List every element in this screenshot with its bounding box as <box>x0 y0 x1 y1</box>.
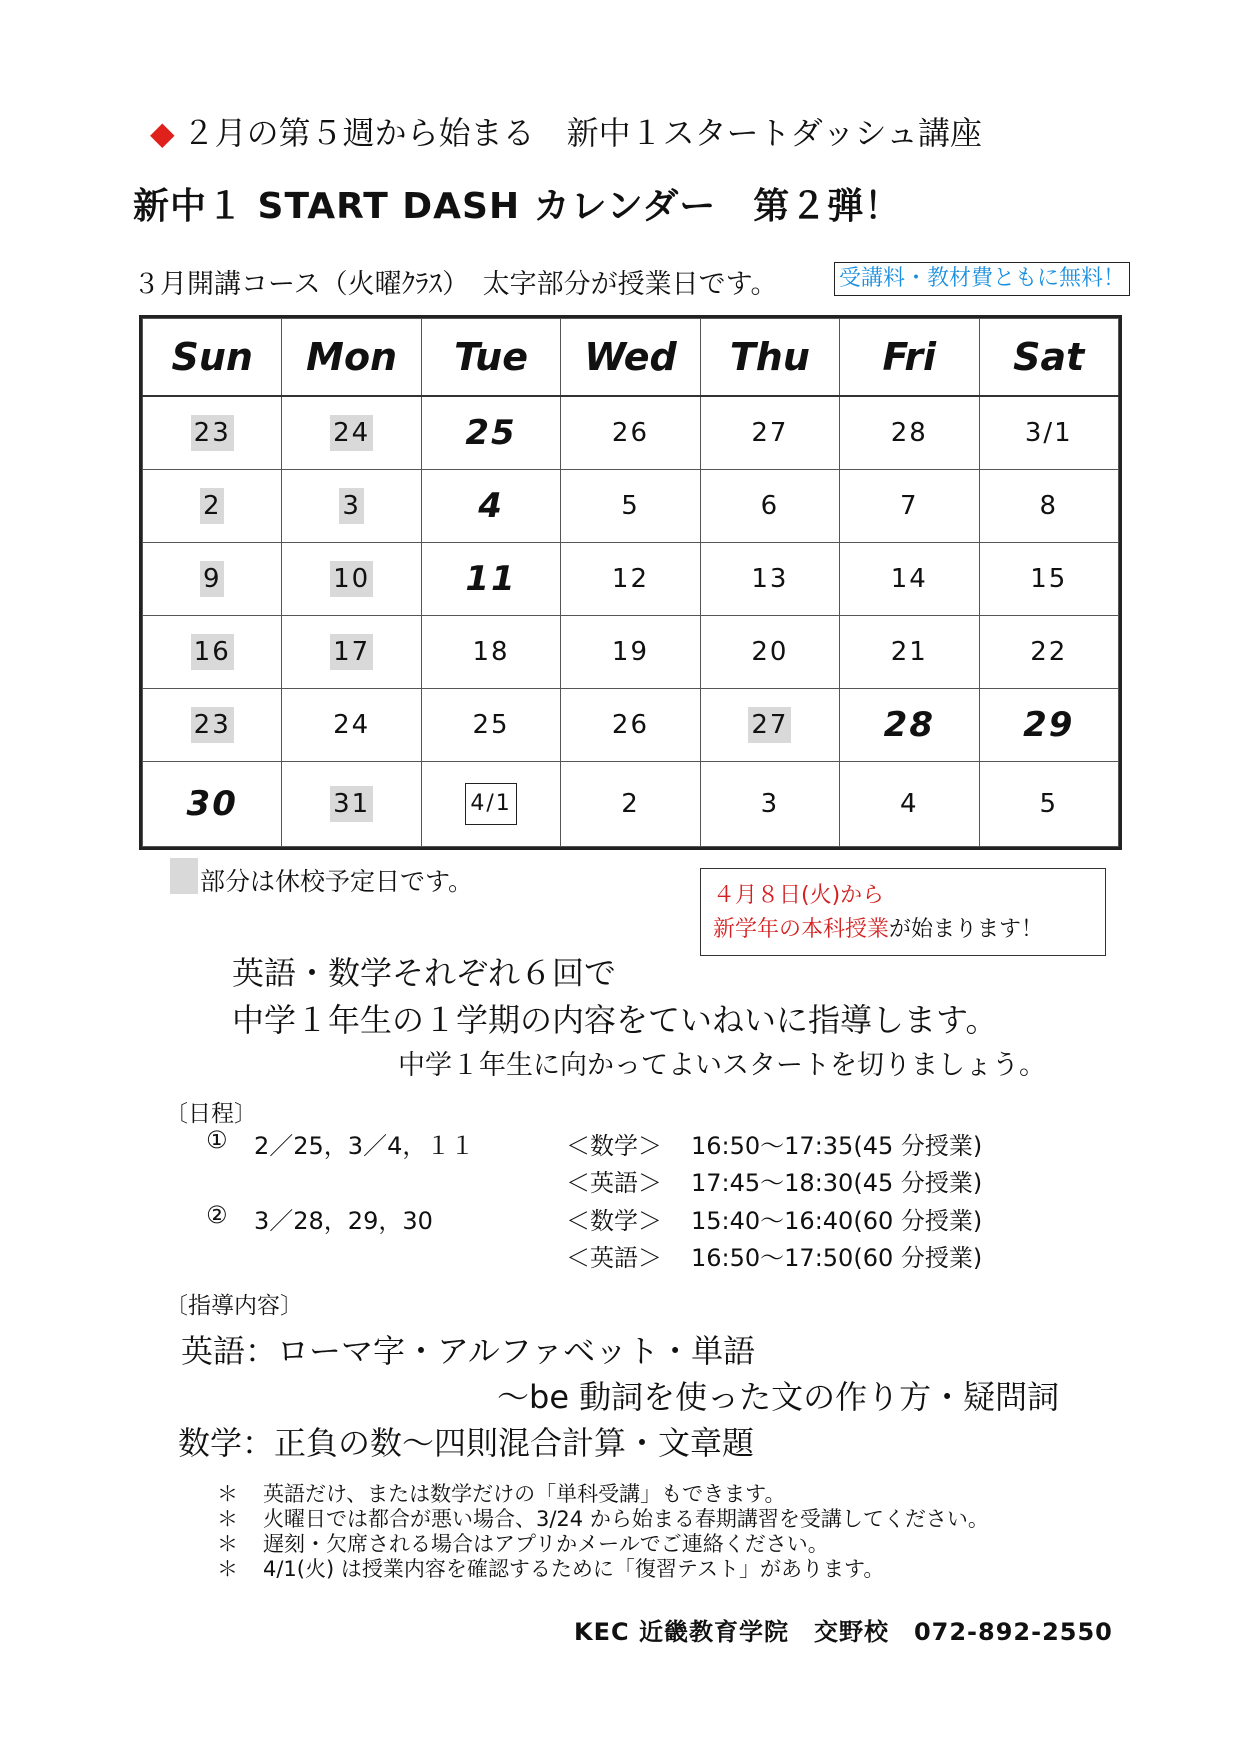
notice-line2-red: 新学年の本科授業 <box>713 917 890 942</box>
note-text: 4/1(火) は授業内容を確認するために「復習テスト」があります。 <box>263 1557 885 1581</box>
holiday-day: 2 <box>200 488 225 524</box>
calendar-day: 25 <box>472 710 510 741</box>
holiday-day: 23 <box>191 415 234 451</box>
weekday-mon: Mon <box>282 319 421 397</box>
calendar-week-row <box>143 762 1119 847</box>
calendar-cell <box>840 616 979 689</box>
calendar-cell <box>421 762 560 847</box>
calendar-cell <box>561 396 700 470</box>
schedule-time: 15:40～16:40(60 分授業) <box>691 1207 983 1235</box>
notice-line2 <box>713 913 1093 947</box>
calendar-cell <box>561 616 700 689</box>
calendar-week-row <box>143 396 1119 470</box>
lead-line: 中学１年生の１学期の内容をていねいに指導します。 <box>232 1001 998 1039</box>
content-english: 英語：ローマ字・アルファベット・単語 <box>181 1332 756 1370</box>
calendar-cell <box>840 470 979 543</box>
holiday-legend-text: 部分は休校予定日です。 <box>200 867 474 896</box>
holiday-day: 24 <box>330 415 373 451</box>
schedule-row <box>206 1238 1106 1270</box>
calendar-cell <box>561 689 700 762</box>
calendar-day: 5 <box>621 491 640 522</box>
free-badge: 受講料・教材費ともに無料！ <box>834 262 1130 296</box>
calendar-day: 5 <box>1039 789 1059 820</box>
calendar-day: 4 <box>900 789 919 820</box>
calendar-day: 12 <box>611 564 650 595</box>
content-english-cont: ～be 動詞を使った文の作り方・疑問詞 <box>497 1378 1060 1416</box>
calendar-day: 3 <box>760 789 780 820</box>
calendar-cell <box>700 762 839 847</box>
lead-line: 中学１年生に向かってよいスタートを切りましょう。 <box>398 1050 1046 1081</box>
calendar-day: 24 <box>333 710 371 741</box>
lesson-day: 25 <box>465 413 517 454</box>
calendar-cell <box>840 689 979 762</box>
schedule-time: 17:45～18:30(45 分授業) <box>691 1169 983 1197</box>
holiday-day: 27 <box>748 707 791 743</box>
course-description: ３月開講コース（火曜ｸﾗｽ） 太字部分が授業日です。 <box>133 269 778 300</box>
holiday-legend-swatch <box>170 858 198 894</box>
calendar-cell <box>979 470 1118 543</box>
calendar-day: 8 <box>1039 491 1059 522</box>
calendar-cell <box>143 396 282 470</box>
note-item <box>217 1553 884 1583</box>
weekday-sat: Sat <box>979 319 1118 397</box>
holiday-day: 9 <box>200 561 225 597</box>
calendar-day: 26 <box>611 710 650 741</box>
schedule-dates: 2／25，3／4，１１ <box>254 1132 475 1160</box>
weekday-fri: Fri <box>840 319 979 397</box>
calendar-day: 6 <box>760 491 780 522</box>
page-title: 新中１ START DASH カレンダー 第２弾！ <box>133 186 902 227</box>
holiday-day: 16 <box>191 634 234 670</box>
calendar-day: 4/1 <box>465 783 516 825</box>
calendar-cell <box>979 762 1118 847</box>
asterisk-icon: ＊ <box>217 1482 238 1506</box>
calendar-cell <box>421 396 560 470</box>
calendar-cell <box>282 543 421 616</box>
calendar-day: 22 <box>1030 637 1068 668</box>
calendar-cell <box>143 616 282 689</box>
footer-contact: KEC 近畿教育学院 交野校 072-892-2550 <box>574 1618 1113 1646</box>
holiday-day: 31 <box>330 786 373 822</box>
calendar-cell <box>979 689 1118 762</box>
calendar-cell <box>421 543 560 616</box>
schedule-dates: 3／28，29，30 <box>254 1207 433 1235</box>
calendar-cell <box>282 470 421 543</box>
calendar-day: 18 <box>472 637 510 668</box>
calendar-cell <box>421 470 560 543</box>
calendar-day: 2 <box>621 789 640 820</box>
calendar-cell <box>979 616 1118 689</box>
calendar <box>139 315 1122 850</box>
calendar-cell <box>143 689 282 762</box>
calendar-day: 21 <box>890 637 928 668</box>
weekday-header-row <box>143 319 1119 397</box>
weekday-thu: Thu <box>700 319 839 397</box>
schedule-time: 16:50～17:50(60 分授業) <box>691 1244 983 1272</box>
calendar-week-row <box>143 616 1119 689</box>
calendar-cell <box>700 616 839 689</box>
calendar-day: 14 <box>890 564 928 595</box>
note-text: 遅刻・欠席される場合はアプリかメールでご連絡ください。 <box>263 1532 829 1556</box>
schedule-time: 16:50～17:35(45 分授業) <box>691 1132 983 1160</box>
calendar-day: 13 <box>751 564 789 595</box>
calendar-cell <box>282 616 421 689</box>
calendar-cell <box>700 543 839 616</box>
calendar-cell <box>282 762 421 847</box>
calendar-day: 19 <box>611 637 650 668</box>
calendar-cell <box>421 616 560 689</box>
calendar-cell <box>421 689 560 762</box>
asterisk-icon: ＊ <box>217 1507 238 1531</box>
schedule-num: ① <box>206 1126 228 1154</box>
calendar-week-row <box>143 470 1119 543</box>
calendar-cell <box>143 470 282 543</box>
calendar-cell <box>840 543 979 616</box>
notice-line2-rest: が始まります！ <box>889 917 1044 942</box>
calendar-cell <box>840 396 979 470</box>
schedule-subject: ＜英語＞ <box>566 1244 662 1272</box>
note-text: 火曜日では都合が悪い場合、3/24 から始まる春期講習を受講してください。 <box>263 1507 989 1531</box>
calendar-cell <box>282 396 421 470</box>
schedule-label: 〔日程〕 <box>165 1101 257 1127</box>
content-label: 〔指導内容〕 <box>165 1293 303 1319</box>
calendar-cell <box>561 470 700 543</box>
calendar-table <box>142 318 1119 847</box>
calendar-cell <box>143 543 282 616</box>
schedule-subject: ＜数学＞ <box>566 1207 662 1235</box>
calendar-day: 3/1 <box>1024 418 1073 449</box>
page-heading <box>150 108 982 154</box>
calendar-day: 27 <box>751 418 789 449</box>
note-text: 英語だけ、または数学だけの「単科受講」もできます。 <box>263 1482 786 1506</box>
lesson-day: 11 <box>465 559 517 600</box>
lesson-day: 30 <box>186 784 238 825</box>
schedule-row <box>206 1201 1106 1233</box>
notice-box <box>700 868 1106 956</box>
calendar-cell <box>143 762 282 847</box>
content-math: 数学：正負の数～四則混合計算・文章題 <box>178 1424 755 1462</box>
holiday-day: 17 <box>330 634 373 670</box>
weekday-sun: Sun <box>143 319 282 397</box>
calendar-day: 26 <box>611 418 650 449</box>
holiday-day: 10 <box>330 561 373 597</box>
calendar-day: 20 <box>751 637 789 668</box>
schedule-row <box>206 1126 1106 1158</box>
calendar-cell <box>561 543 700 616</box>
calendar-body <box>143 396 1119 847</box>
holiday-day: 3 <box>339 488 364 524</box>
calendar-cell <box>979 396 1118 470</box>
holiday-day: 23 <box>191 707 234 743</box>
schedule-row <box>206 1163 1106 1195</box>
lesson-day: 4 <box>478 486 504 527</box>
calendar-cell <box>979 543 1118 616</box>
calendar-day: 28 <box>890 418 928 449</box>
schedule-subject: ＜英語＞ <box>566 1169 662 1197</box>
calendar-cell <box>282 689 421 762</box>
calendar-cell <box>700 689 839 762</box>
calendar-day: 15 <box>1030 564 1068 595</box>
calendar-cell <box>561 762 700 847</box>
schedule-num: ② <box>206 1201 228 1229</box>
diamond-icon: ◆ <box>150 114 175 152</box>
heading-text: ２月の第５週から始まる 新中１スタートダッシュ講座 <box>182 114 982 152</box>
schedule-subject: ＜数学＞ <box>566 1132 662 1160</box>
calendar-week-row <box>143 689 1119 762</box>
asterisk-icon: ＊ <box>217 1532 238 1556</box>
lesson-day: 29 <box>1023 705 1075 746</box>
notice-line1: ４月８日(火)から <box>713 883 885 908</box>
weekday-wed: Wed <box>561 319 700 397</box>
lead-line: 英語・数学それぞれ６回で <box>232 954 617 992</box>
calendar-cell <box>840 762 979 847</box>
calendar-cell <box>700 470 839 543</box>
calendar-day: 7 <box>900 491 919 522</box>
asterisk-icon: ＊ <box>217 1557 238 1581</box>
lesson-day: 28 <box>883 705 935 746</box>
weekday-tue: Tue <box>421 319 560 397</box>
calendar-cell <box>700 396 839 470</box>
calendar-week-row <box>143 543 1119 616</box>
